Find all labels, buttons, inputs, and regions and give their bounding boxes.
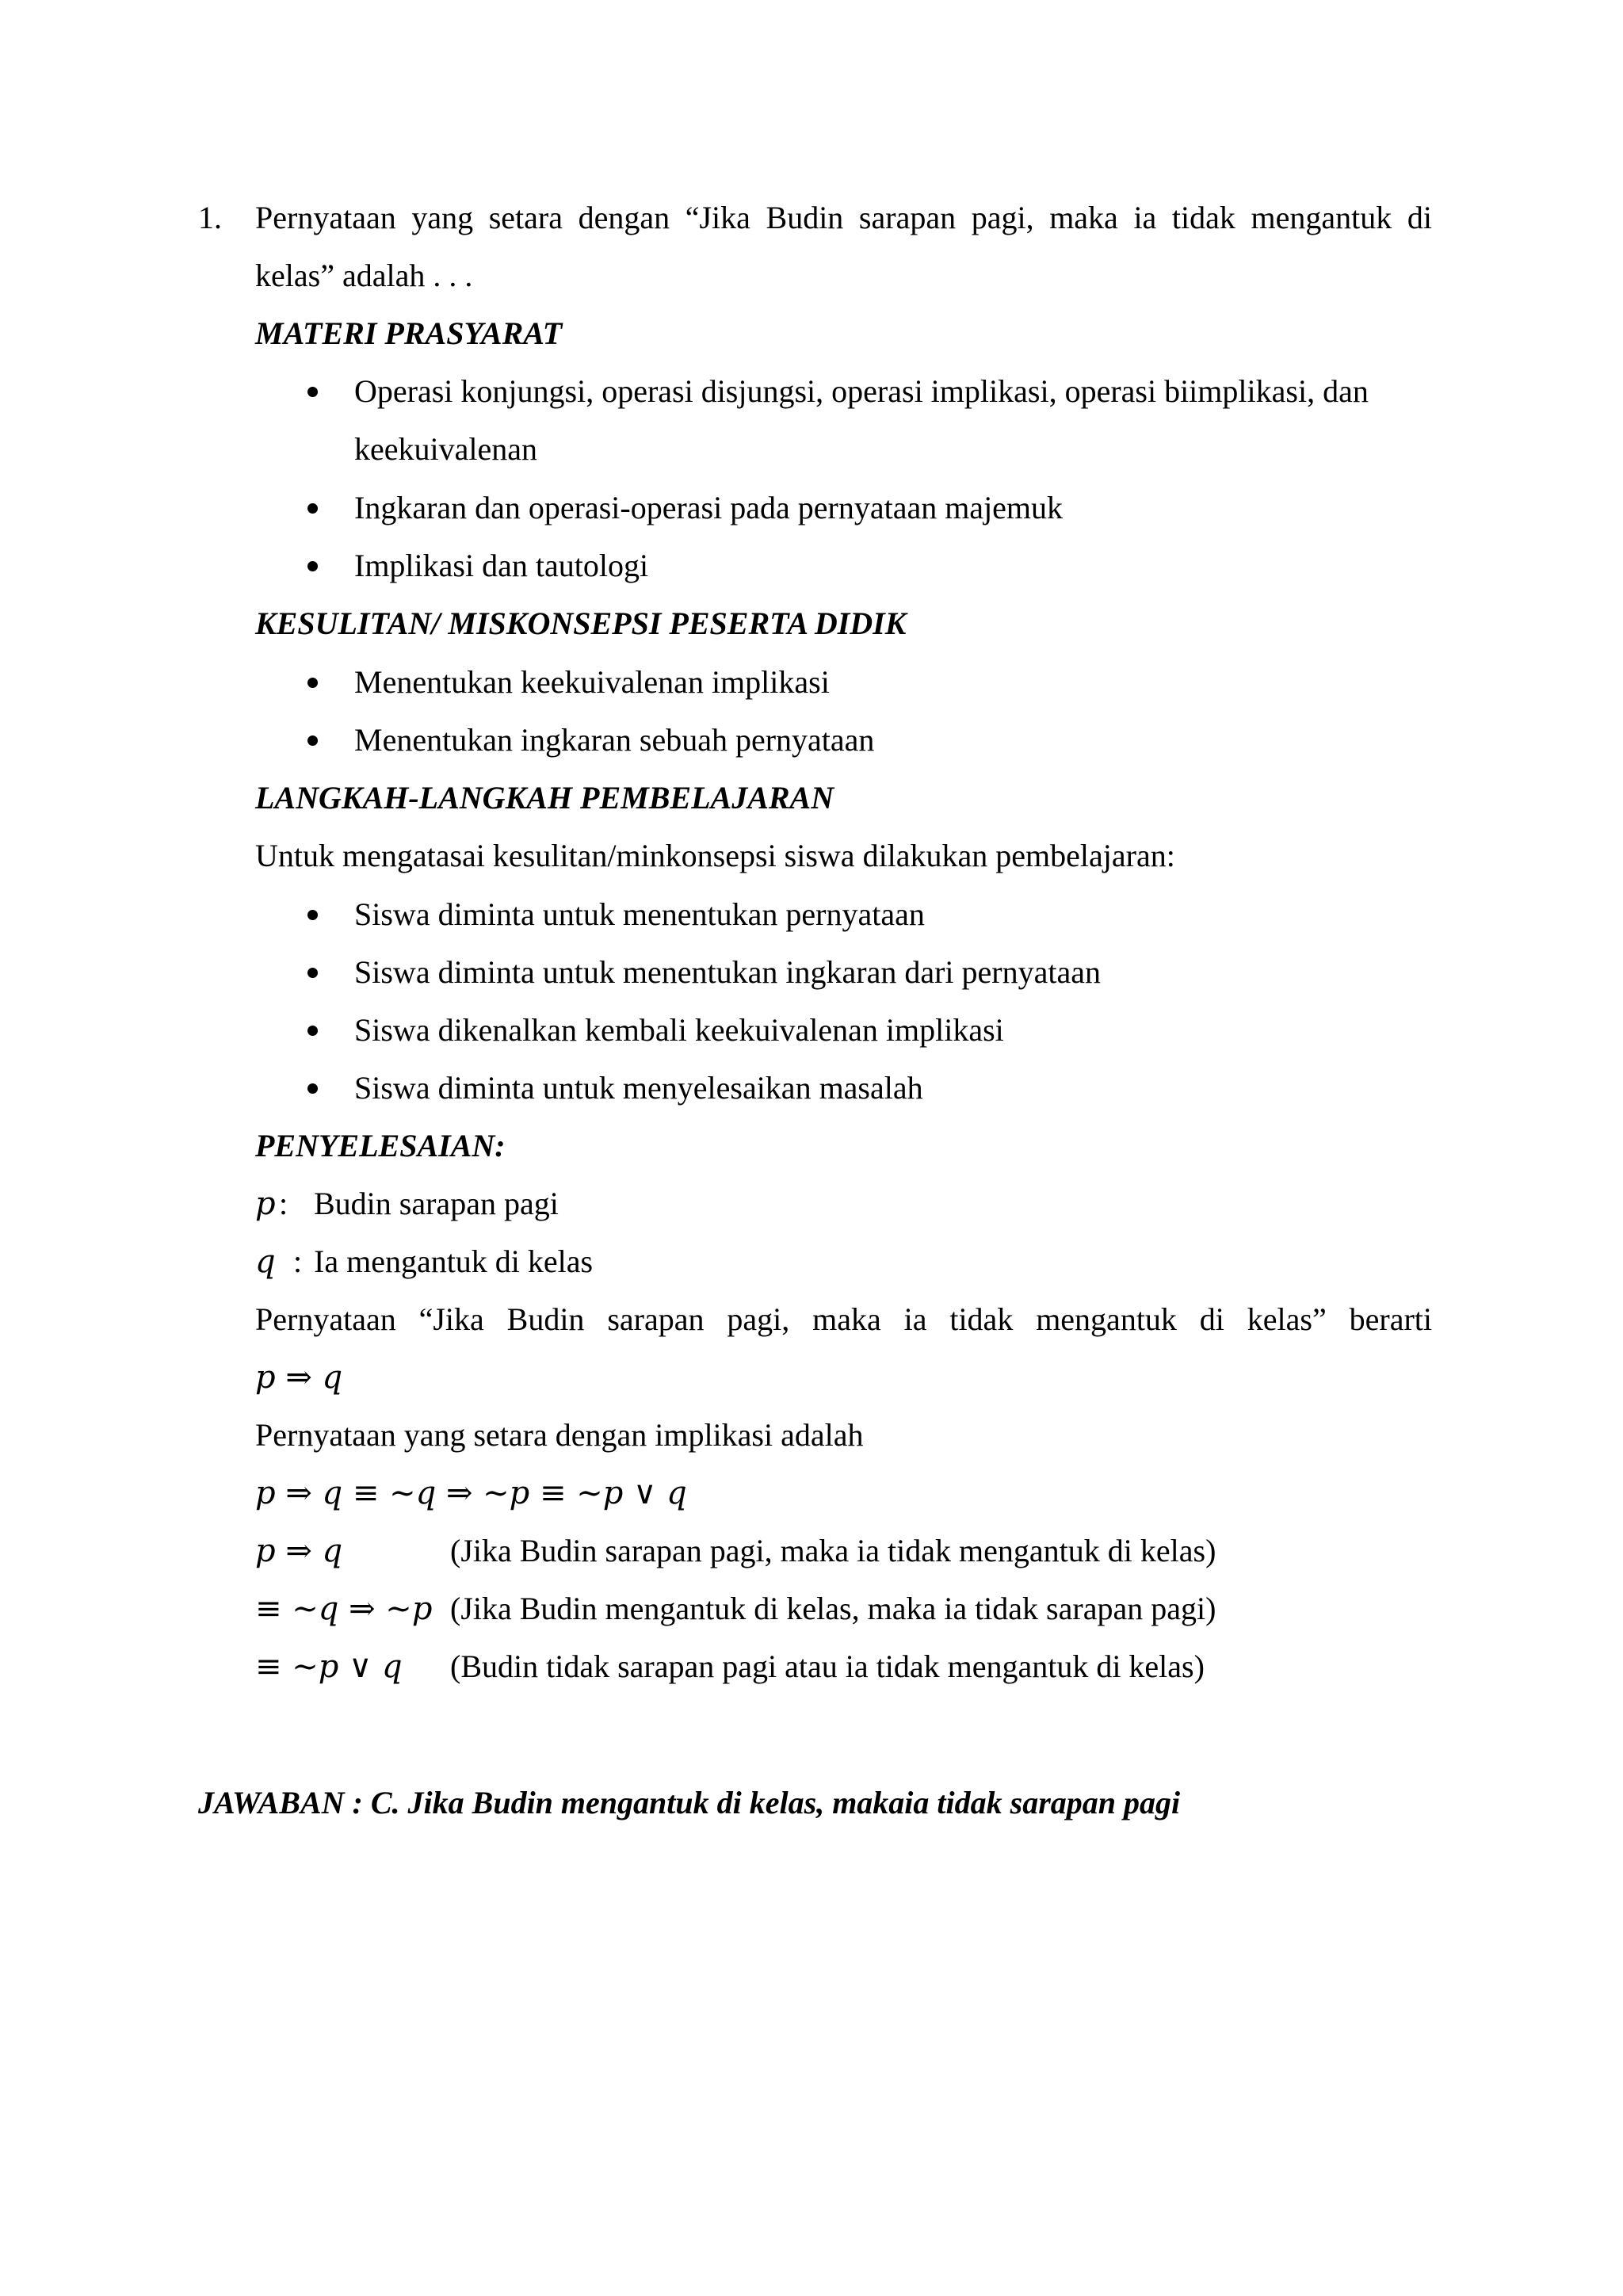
- materi-item-2: Ingkaran dan operasi-operasi pada pernyataan majemuk: [354, 490, 1064, 525]
- row-1-math: p ⇒ q: [255, 1533, 343, 1569]
- q-definition: Ia mengantuk di kelas: [314, 1244, 594, 1279]
- langkah-item-4: Siswa diminta untuk menyelesaikan masalah: [354, 1070, 923, 1106]
- answer-line: JAWABAN : C. Jika Budin mengantuk di kelas, makaia tidak sarapan pagi: [198, 1785, 1181, 1820]
- bullet-icon: [307, 503, 318, 514]
- langkah-item-3: Siswa dikenalkan kembali keekuivalenan implikasi: [354, 1012, 1004, 1048]
- bullet-icon: [307, 387, 318, 397]
- q-symbol: q: [255, 1244, 276, 1280]
- p-symbol: p: [255, 1186, 276, 1222]
- q-separator: :: [293, 1244, 303, 1279]
- materi-item-1-line-2: keekuivalenan: [354, 431, 537, 467]
- equivalence-chain: p ⇒ q ≡ ∼q ⇒ ∼p ≡ ∼p ∨ q: [255, 1475, 687, 1511]
- bullet-icon: [307, 561, 318, 571]
- question-line-1: Pernyataan yang setara dengan “Jika Budin sarapan pagi, maka ia tidak mengantuk di: [255, 200, 1432, 235]
- kesulitan-item-1: Menentukan keekuivalenan implikasi: [354, 664, 830, 700]
- p-definition: Budin sarapan pagi: [314, 1186, 559, 1221]
- p-separator: :: [279, 1186, 288, 1221]
- row-2-math: ≡ ∼q ⇒ ∼p: [255, 1591, 433, 1627]
- kesulitan-item-2: Menentukan ingkaran sebuah pernyataan: [354, 722, 875, 758]
- bullet-icon: [307, 968, 318, 978]
- materi-item-1-line-1: Operasi konjungsi, operasi disjungsi, operasi implikasi, operasi biimplikasi, dan: [354, 373, 1369, 409]
- penyelesaian-heading: PENYELESAIAN:: [255, 1128, 506, 1163]
- materi-item-3: Implikasi dan tautologi: [354, 548, 649, 583]
- langkah-intro: Untuk mengatasai kesulitan/minkonsepsi siswa dilakukan pembelajaran:: [255, 838, 1175, 873]
- row-2-text: (Jika Budin mengantuk di kelas, maka ia tidak sarapan pagi): [450, 1591, 1216, 1626]
- statement-math: p ⇒ q: [255, 1359, 343, 1396]
- question-line-2: kelas” adalah . . .: [255, 258, 473, 293]
- kesulitan-heading: KESULITAN/ MISKONSEPSI PESERTA DIDIK: [255, 606, 907, 641]
- materi-prasyarat-heading: MATERI PRASYARAT: [255, 315, 563, 351]
- row-3-math: ≡ ∼p ∨ q: [255, 1648, 403, 1685]
- row-3-text: (Budin tidak sarapan pagi atau ia tidak mengantuk di kelas): [450, 1648, 1205, 1684]
- statement-line: Pernyataan “Jika Budin sarapan pagi, maka ia tidak mengantuk di kelas” berarti: [255, 1301, 1432, 1337]
- bullet-icon: [307, 910, 318, 920]
- bullet-icon: [307, 1026, 318, 1036]
- langkah-item-1: Siswa diminta untuk menentukan pernyataan: [354, 896, 925, 932]
- bullet-icon: [307, 735, 318, 746]
- bullet-icon: [307, 678, 318, 688]
- equivalence-intro: Pernyataan yang setara dengan implikasi adalah: [255, 1417, 864, 1453]
- langkah-item-2: Siswa diminta untuk menentukan ingkaran dari pernyataan: [354, 954, 1101, 990]
- row-1-text: (Jika Budin sarapan pagi, maka ia tidak mengantuk di kelas): [450, 1533, 1216, 1568]
- bullet-icon: [307, 1083, 318, 1094]
- question-number: 1.: [198, 200, 222, 235]
- langkah-heading: LANGKAH-LANGKAH PEMBELAJARAN: [255, 780, 834, 816]
